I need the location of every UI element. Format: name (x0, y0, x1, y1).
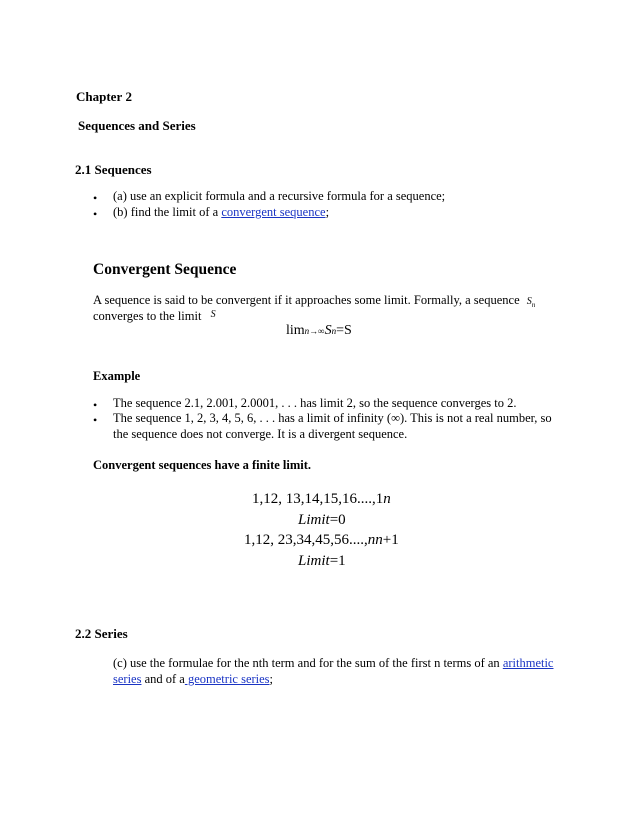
bullet-icon: • (93, 207, 98, 221)
bullet-icon: • (93, 413, 98, 427)
math-line-2: Limit=0 (298, 512, 346, 528)
section-heading-series: 2.2 Series (75, 626, 128, 641)
convergent-definition-line1: A sequence is said to be convergent if it approaches some limit. Formally, a sequence $S_n$ (93, 293, 536, 309)
math-line-4: Limit=1 (298, 553, 346, 569)
bullet-icon: • (93, 191, 98, 205)
section-heading-sequences: 2.1 Sequences (75, 162, 152, 177)
convergent-sequence-link[interactable]: convergent sequence (221, 205, 326, 219)
bullet-icon: • (93, 398, 98, 412)
example-bullet-2-line1: The sequence 1, 2, 3, 4, 5, 6, . . . has a limit of infinity (∞). This is not a real number, so (113, 411, 552, 425)
convergent-definition-line2: converges to the limit $^S$ (93, 309, 216, 323)
convergent-heading: Convergent Sequence (93, 261, 237, 278)
example-heading: Example (93, 369, 141, 383)
limit-formula: limn→∞Sn=S (286, 323, 352, 338)
example-bullet-1: The sequence 2.1, 2.001, 2.0001, . . . has limit 2, so the sequence converges to 2. (113, 396, 517, 410)
arithmetic-link[interactable]: arithmetic (502, 656, 554, 670)
series-objective-line1: (c) use the formulae for the nth term and for the sum of the first n terms of an arithmetic (113, 656, 554, 670)
math-line-1: 1,12, 13,14,15,16....,1n (252, 491, 391, 507)
math-line-3: 1,12, 23,34,45,56....,nn+1 (244, 532, 399, 548)
sequence-symbol: S (526, 296, 532, 307)
objective-b: (b) find the limit of a convergent sequence; (113, 205, 330, 219)
geometric-series-link[interactable]: geometric series (184, 672, 270, 686)
limit-symbol: S (210, 309, 216, 320)
series-link[interactable]: series (113, 672, 142, 686)
chapter-title: Sequences and Series (78, 118, 196, 133)
objective-a: (a) use an explicit formula and a recursive formula for a sequence; (113, 189, 446, 203)
series-objective-line2: series and of a geometric series; (113, 672, 274, 686)
example-bullet-2-line2: the sequence does not converge. It is a divergent sequence. (113, 427, 408, 441)
chapter-label: Chapter 2 (76, 89, 132, 104)
finite-limit-note: Convergent sequences have a finite limit. (93, 458, 312, 472)
chapter-number: 2 (125, 89, 132, 104)
